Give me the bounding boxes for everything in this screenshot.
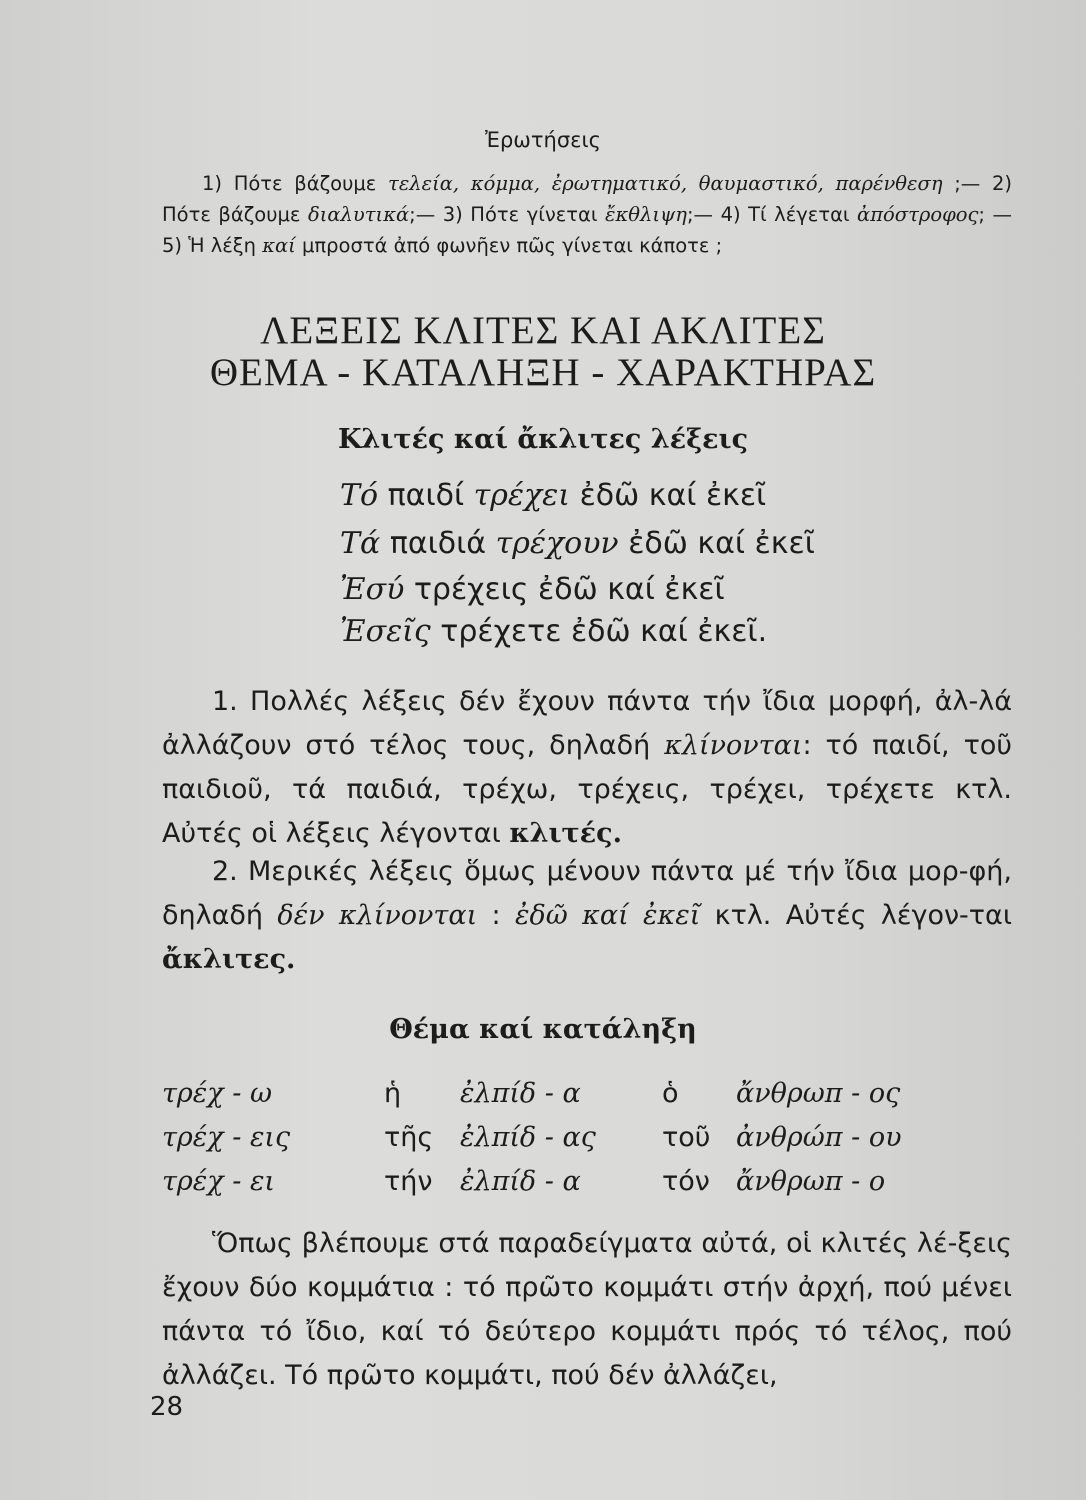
example-1-italic-2: τρέχει [473, 478, 571, 513]
paragraph-2-bold: ἄκλιτες. [162, 944, 296, 975]
example-line-2 [340, 526, 815, 561]
paragraph-3-text: Ὅπως βλέπουμε στά παραδείγματα αὐτά, οἱ κλιτές λέ-ξεις ἔχουν δύο κομμάτια : τό πρῶτο κομμάτι στήν ἀρχή, πού μένει πάντα τό ἴδιο, καί τό δεύτερο κομμάτι πρός τό τέλος, πού ἀλλάζει. Τό πρῶτο κομμάτι, πού δέν ἀλλάζει, [162, 1228, 1012, 1391]
q2-italic: διαλυτικά [308, 203, 410, 226]
example-1-italic: Τό [340, 478, 379, 513]
paragraph-2-text-2: : [477, 900, 515, 931]
q3-italic: ἔκθλιψη [605, 203, 687, 226]
section-title-inflected: Κλιτές καί ἄκλιτες λέξεις [337, 424, 749, 455]
table-cell: τῆς [384, 1122, 434, 1153]
q3-rest: ;— 4) Τί λέγεται [686, 203, 858, 226]
example-2-italic: Τά [340, 526, 381, 561]
paragraph-1 [162, 680, 1012, 856]
paragraph-1-text-2: : τό παιδί, τοῦ παιδιοῦ, τά παιδιά, τρέχω, τρέχεις, τρέχει, τρέχετε κτλ. Αὐτές οἱ λέξεις λέγονται [162, 730, 1012, 849]
q1-text: 1) Πότε βάζουμε [202, 172, 389, 195]
page-number: 28 [150, 1392, 184, 1422]
example-2-italic-2: τρέχουν [495, 526, 619, 561]
example-2-text-2: ἐδῶ καί ἐκεῖ [618, 526, 815, 561]
example-line-3 [340, 572, 725, 607]
q5-italic: καί [262, 234, 296, 257]
table-row [162, 1122, 1012, 1166]
table-cell: ἐλπίδ - α [460, 1166, 581, 1197]
example-4-text: τρέχετε ἐδῶ καί ἐκεῖ. [430, 614, 768, 649]
paragraph-2-text-3: κτλ. Αὐτές λέγον-ται [700, 900, 1012, 931]
paragraph-2 [162, 850, 1012, 982]
example-3-text: τρέχεις ἐδῶ καί ἐκεῖ [404, 572, 725, 607]
q1-italic: τελεία, κόμμα, ἐρωτηματικό, θαυμαστικό, παρένθεση [388, 172, 943, 195]
table-cell: τήν [384, 1166, 433, 1197]
table-cell: ἡ [384, 1078, 402, 1109]
example-4-italic: Ἐσεῖς [340, 614, 431, 649]
paragraph-1-text: 1. Πολλές λέξεις δέν ἔχουν πάντα τήν ἴδια μορφή, ἀλ-λά ἀλλάζουν στό τέλος τους, δηλαδή [162, 686, 1012, 761]
example-1-text: παιδί [378, 478, 474, 513]
q2-rest: ;— 3) Πότε γίνεται [409, 203, 605, 226]
table-cell: ἄνθρωπ - ος [736, 1078, 901, 1109]
example-1-text-2: ἐδῶ καί ἐκεῖ [570, 478, 767, 513]
table-cell: ἀνθρώπ - ου [736, 1122, 902, 1153]
questions-title: Ἐρωτήσεις [485, 128, 601, 152]
table-cell: τρέχ - ω [162, 1078, 272, 1109]
table-cell: ἄνθρωπ - ο [736, 1166, 886, 1197]
table-cell: ἐλπίδ - ας [460, 1122, 596, 1153]
paragraph-1-italic: κλίνονται [664, 730, 803, 761]
example-3-italic: Ἐσύ [340, 572, 405, 607]
heading-line-2: ΘΕΜΑ - ΚΑΤΑΛΗΞΗ - ΧΑΡΑΚΤΗΡΑΣ [209, 351, 877, 394]
table-cell: τοῦ [662, 1122, 711, 1153]
q4-italic: ἀπόστροφος [857, 203, 979, 226]
paragraph-3 [162, 1222, 1012, 1398]
q5-rest: μπροστά ἀπό φωνῆεν πῶς γίνεται κάποτε ; [295, 234, 723, 257]
table-cell: ἐλπίδ - α [460, 1078, 581, 1109]
table-cell: τρέχ - εις [162, 1122, 291, 1153]
table-row [162, 1078, 1012, 1122]
questions-text [162, 168, 1012, 261]
example-2-text: παιδιά [380, 526, 496, 561]
paragraph-2-italic: δέν κλίνονται [277, 900, 478, 931]
q1-rest: ;— 2) Πότε βάζουμε [162, 172, 1012, 226]
declension-table [162, 1078, 1012, 1210]
section-title-stem: Θέμα καί κατάληξη [389, 1014, 697, 1045]
table-row [162, 1166, 1012, 1210]
table-cell: τρέχ - ει [162, 1166, 276, 1197]
paragraph-2-text: 2. Μερικές λέξεις ὅμως μένουν πάντα μέ τήν ἴδια μορ-φή, δηλαδή [162, 856, 1012, 931]
q4-rest: ; — 5) Ἡ λέξη [162, 203, 1012, 257]
paragraph-1-bold: κλιτές. [509, 818, 622, 849]
example-line-1 [340, 478, 766, 513]
table-cell: τόν [662, 1166, 710, 1197]
paragraph-2-italic-2: ἐδῶ καί ἐκεῖ [515, 900, 701, 931]
table-cell: ὁ [662, 1078, 679, 1109]
example-line-4 [340, 614, 767, 649]
heading-line-1: ΛΕΞΕΙΣ ΚΛΙΤΕΣ ΚΑΙ ΑΚΛΙΤΕΣ [260, 309, 826, 352]
